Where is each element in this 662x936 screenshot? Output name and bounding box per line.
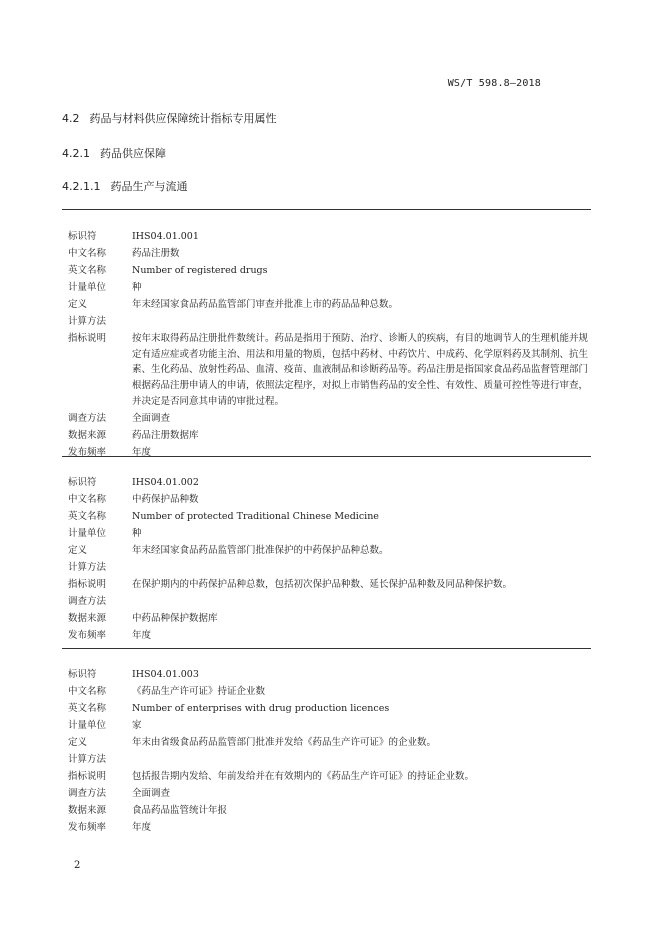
field-value — [132, 313, 588, 330]
field-label: 计算方法 — [68, 562, 107, 573]
field-row-id — [68, 228, 588, 245]
section-number: 4.2 — [62, 112, 80, 125]
field-value: 家 — [132, 720, 142, 731]
field-value: 全面调查 — [132, 412, 171, 424]
field-row-calc — [68, 313, 588, 330]
record-divider — [62, 648, 591, 649]
field-row-desc — [68, 768, 588, 785]
field-value — [132, 593, 588, 610]
field-label: 计量单位 — [68, 282, 107, 293]
indicator-record-3 — [68, 666, 588, 836]
field-label: 英文名称 — [68, 265, 107, 276]
section-title: 药品生产与流通 — [110, 180, 188, 193]
field-row-freq — [68, 627, 588, 644]
field-label: 数据来源 — [68, 613, 107, 624]
field-label: 计算方法 — [68, 316, 107, 327]
field-value: 年度 — [132, 822, 152, 833]
field-row-source — [68, 427, 588, 444]
field-value: 中药品种保护数据库 — [132, 613, 218, 624]
field-value: 在保护期内的中药保护品种总数，包括初次保护品种数、延长保护品种数及同品种保护数。 — [132, 579, 513, 590]
field-label: 指标说明 — [68, 771, 107, 782]
field-label: 英文名称 — [68, 703, 107, 714]
field-label: 指标说明 — [68, 579, 107, 590]
field-row-source — [68, 802, 588, 819]
field-label: 定义 — [68, 737, 88, 748]
field-row-freq — [68, 819, 588, 836]
field-value: 年末经国家食品药品监管部门审查并批准上市的药品品种总数。 — [132, 299, 399, 310]
field-row-definition — [68, 542, 588, 559]
field-row-source — [68, 610, 588, 627]
section-heading-4-2-1-1 — [62, 178, 187, 194]
field-value: IHS04.01.003 — [132, 669, 199, 680]
section-heading-4-2 — [62, 110, 277, 126]
field-label: 标识符 — [68, 231, 97, 242]
field-value — [132, 751, 588, 768]
field-row-cn-name — [68, 245, 588, 262]
field-value: 种 — [132, 528, 142, 539]
document-code: WS/T 598.8—2018 — [447, 78, 541, 89]
field-value: Number of registered drugs — [132, 265, 268, 276]
field-label: 调查方法 — [68, 788, 107, 799]
field-row-en-name — [68, 508, 588, 525]
section-title: 药品与材料供应保障统计指标专用属性 — [89, 112, 277, 125]
field-label: 英文名称 — [68, 511, 107, 522]
field-value: 年度 — [132, 630, 152, 641]
field-label: 发布频率 — [68, 822, 107, 833]
field-label: 调查方法 — [68, 596, 107, 607]
section-number: 4.2.1.1 — [62, 180, 101, 193]
field-row-unit — [68, 525, 588, 542]
field-label: 标识符 — [68, 669, 97, 680]
field-value: IHS04.01.002 — [132, 477, 199, 488]
field-value: 药品注册数据库 — [132, 429, 199, 441]
field-row-survey — [68, 410, 588, 427]
field-row-cn-name — [68, 683, 588, 700]
field-value: 全面调查 — [132, 788, 171, 799]
field-label: 调查方法 — [68, 412, 107, 424]
section-number: 4.2.1 — [62, 147, 90, 160]
field-label: 中文名称 — [68, 248, 107, 259]
field-label: 标识符 — [68, 477, 97, 488]
field-label: 指标说明 — [68, 333, 107, 344]
field-row-unit — [68, 717, 588, 734]
field-row-en-name — [68, 700, 588, 717]
field-row-definition — [68, 734, 588, 751]
field-value: 《药品生产许可证》持证企业数 — [132, 686, 266, 697]
field-value: 年末由省级食品药品监管部门批准并发给《药品生产许可证》的企业数。 — [132, 737, 437, 748]
field-value: 食品药品监管统计年报 — [132, 805, 228, 816]
field-value: Number of enterprises with drug production licences — [132, 703, 390, 714]
field-row-en-name — [68, 262, 588, 279]
field-row-definition — [68, 296, 588, 313]
page-number: 2 — [74, 860, 81, 871]
field-value: 年末经国家食品药品监管部门批准保护的中药保护品种总数。 — [132, 545, 389, 556]
field-row-survey — [68, 593, 588, 610]
field-row-unit — [68, 279, 588, 296]
field-row-id — [68, 474, 588, 491]
field-row-desc — [68, 576, 588, 593]
field-label: 发布频率 — [68, 446, 107, 458]
field-label: 发布频率 — [68, 630, 107, 641]
field-label: 中文名称 — [68, 494, 107, 505]
field-row-calc — [68, 751, 588, 768]
field-label: 计量单位 — [68, 720, 107, 731]
field-row-desc — [68, 330, 588, 410]
field-value: 包括报告期内发给、年前发给并在有效期内的《药品生产许可证》的持证企业数。 — [132, 771, 475, 782]
field-row-survey — [68, 785, 588, 802]
field-value: 按年末取得药品注册批件数统计。药品是指用于预防、治疗、诊断人的疾病，有目的地调节人的生理机能并规定有适应症或者功能主治、用法和用量的物质，包括中药材、中药饮片、中成药、化学原料药及其制剂、抗生素、生化药品、放射性药品、血清、疫苗、血液制品和诊断药品等。药品注册是指国家食品药品监督管理部门根据药品注册申请人的申请，依照法定程序，对拟上市销售药品的安全性、有效性、质量可控性等进行审查，并决定是否同意其申请的审批过程。 — [132, 333, 589, 407]
field-row-cn-name — [68, 491, 588, 508]
table-top-rule — [62, 209, 591, 210]
field-value: 药品注册数 — [132, 248, 180, 259]
field-value: 种 — [132, 282, 142, 293]
field-row-id — [68, 666, 588, 683]
field-value: IHS04.01.001 — [132, 231, 199, 242]
field-label: 定义 — [68, 299, 88, 310]
section-title: 药品供应保障 — [100, 147, 166, 160]
field-label: 计量单位 — [68, 528, 107, 539]
field-label: 数据来源 — [68, 429, 107, 441]
field-row-calc — [68, 559, 588, 576]
field-row-freq — [68, 444, 588, 461]
indicator-record-2 — [68, 474, 588, 644]
field-label: 中文名称 — [68, 686, 107, 697]
field-label: 数据来源 — [68, 805, 107, 816]
field-value: Number of protected Traditional Chinese Medicine — [132, 511, 379, 522]
section-heading-4-2-1 — [62, 145, 166, 161]
field-label: 计算方法 — [68, 754, 107, 765]
field-value: 年度 — [132, 446, 152, 458]
record-divider — [62, 456, 591, 457]
indicator-record-1 — [68, 228, 588, 461]
field-value — [132, 559, 588, 576]
field-label: 定义 — [68, 545, 88, 556]
field-value: 中药保护品种数 — [132, 494, 199, 505]
